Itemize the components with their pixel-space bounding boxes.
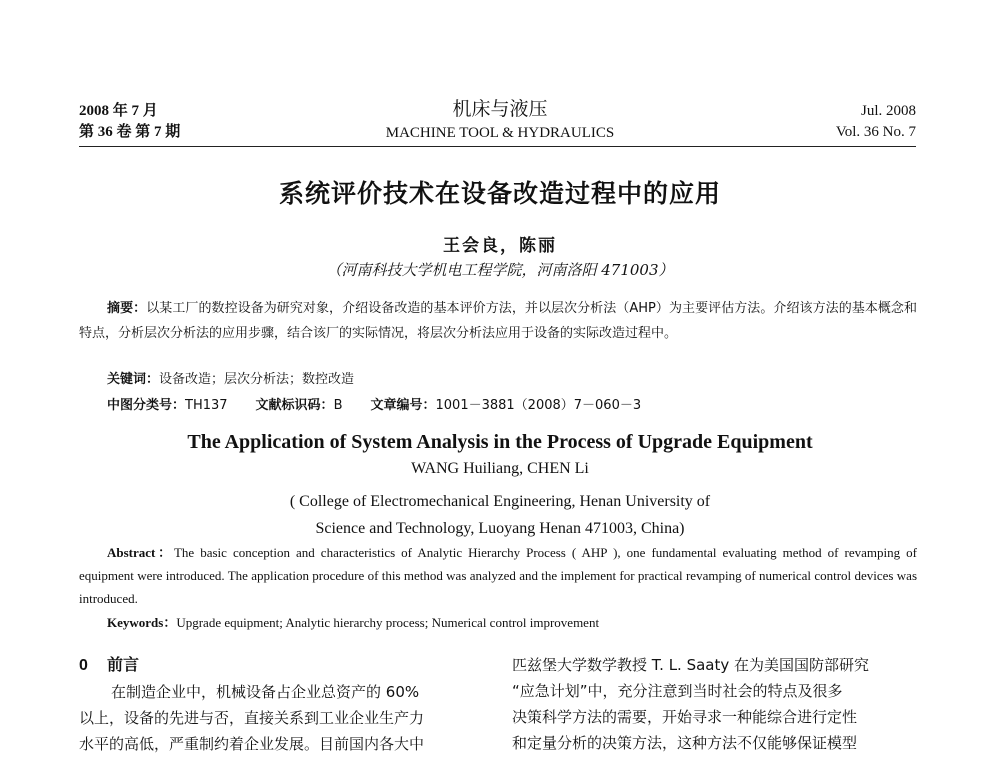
keywords-en-text: Upgrade equipment; Analytic hierarchy process; Numerical control improvement — [176, 615, 600, 630]
article-no-value: 1001－3881（2008）7－060－3 — [435, 398, 642, 413]
article-title-en: The Application of System Analysis in the Process of Upgrade Equipment — [187, 431, 813, 453]
header-left — [79, 101, 180, 143]
abstract-cn-text: 以某工厂的数控设备为研究对象，介绍设备改造的基本评价方法，并以层次分析法（AHP）为主要评估方法。介绍该方法的基本概念和特点，分析层次分析法的应用步骤，结合该厂的实际情况，将层次分析法应用于设备的实际改造过程中。 — [79, 301, 917, 341]
authors-cn: 王会良，陈丽 — [443, 236, 557, 256]
header-issue-cn: 第 36 卷 第 7 期 — [79, 124, 181, 140]
body-line: 以上，设备的先进与否，直接关系到工业企业生产力 — [79, 709, 425, 727]
article-no-label: 文章编号： — [370, 398, 436, 413]
abstract-cn-label: 摘要： — [107, 301, 147, 316]
body-line: 决策科学方法的需要，开始寻求一种能综合进行定性 — [512, 708, 858, 726]
body-line: 匹兹堡大学数学教授 T. L. Saaty 在为美国国防部研究 — [512, 656, 870, 674]
body-line: 和定量分析的决策方法，这种方法不仅能够保证模型 — [512, 734, 858, 752]
header-date-en: Jul. 2008 — [860, 103, 916, 119]
body-column-right — [512, 652, 916, 756]
header-issue-en: Vol. 36 No. 7 — [835, 124, 916, 140]
abstract-en-text: The basic conception and characteristics of Analytic Hierarchy Process ( AHP ), one fundamental evaluating method of revamping of equipment were introduced. The application procedure of this method was analyzed and the implement for practical revamping of numerical control devices was introduced. — [79, 545, 917, 606]
clc-label: 中图分类号： — [107, 398, 186, 413]
section-number: 0 — [79, 657, 88, 674]
doc-code-value: B — [333, 398, 343, 413]
journal-name-cn: 机床与液压 — [452, 99, 548, 120]
body-line: 水平的高低，严重制约着企业发展。目前国内各大中 — [79, 735, 425, 753]
authors-en: WANG Huiliang, CHEN Li — [411, 460, 589, 477]
header-journal — [330, 97, 670, 143]
header-date-cn: 2008 年 7 月 — [79, 103, 158, 119]
body-line: “应急计划”中，充分注意到当时社会的特点及很多 — [512, 682, 843, 700]
affiliation-cn: （河南科技大学机电工程学院，河南洛阳 471003） — [326, 261, 674, 279]
affiliation-en — [0, 488, 1000, 542]
doc-code-label: 文献标识码： — [255, 398, 334, 413]
abstract-en — [79, 541, 917, 610]
keywords-cn-label: 关键词： — [107, 372, 160, 387]
body-column-left — [79, 652, 485, 757]
body-line: 在制造企业中，机械设备占企业总资产的 60% — [111, 683, 420, 701]
header-right — [836, 101, 916, 143]
clc-value: TH137 — [185, 398, 228, 413]
abstract-cn — [79, 296, 917, 346]
header-rule — [79, 146, 916, 147]
journal-name-en: MACHINE TOOL & HYDRAULICS — [385, 125, 615, 141]
keywords-cn — [107, 369, 354, 391]
keywords-cn-text: 设备改造；层次分析法；数控改造 — [159, 372, 355, 387]
article-title-cn: 系统评价技术在设备改造过程中的应用 — [278, 179, 721, 208]
keywords-en-label: Keywords： — [107, 615, 177, 630]
abstract-en-label: Abstract： — [107, 545, 174, 560]
section-title: 前言 — [107, 655, 140, 674]
classification-line — [107, 395, 641, 417]
section-heading — [79, 652, 485, 679]
affiliation-en-line2: Science and Technology, Luoyang Henan 471003, China) — [315, 520, 685, 537]
affiliation-en-line1: ( College of Electromechanical Engineering, Henan University of — [289, 493, 711, 510]
keywords-en — [107, 612, 599, 634]
